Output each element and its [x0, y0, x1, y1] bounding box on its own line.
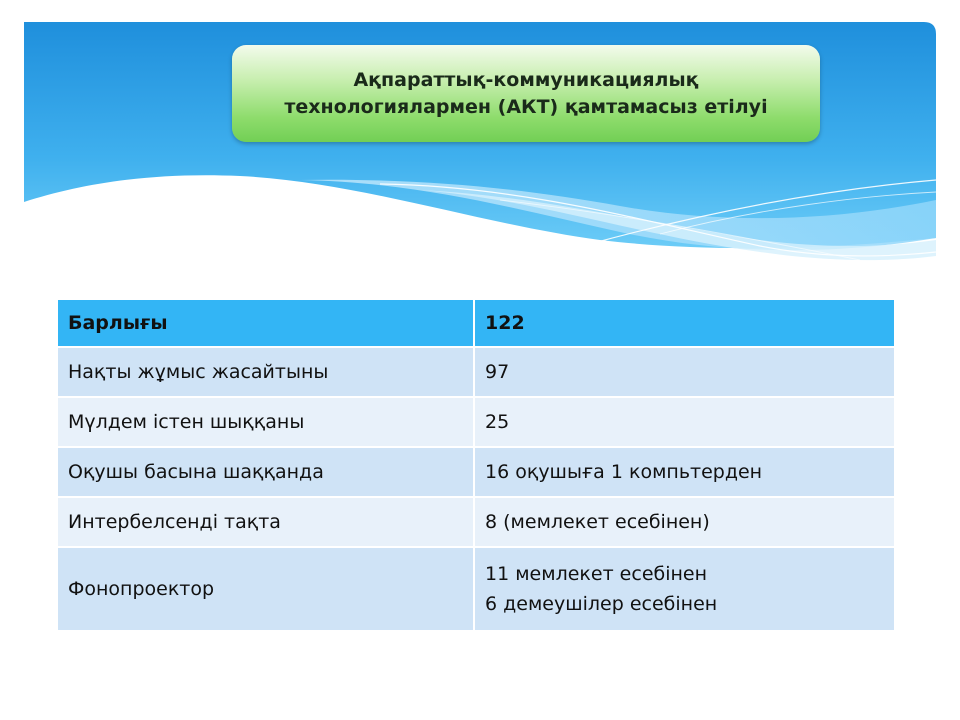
header-value-cell: 122	[474, 299, 895, 347]
row-label-cell: Фонопроектор	[57, 547, 474, 631]
slide-title: Ақпараттық-коммуникациялық технологиялармен (АКТ) қамтамасыз етілуі	[284, 68, 768, 118]
title-box	[232, 45, 820, 142]
row-label-cell: Интербелсенді тақта	[57, 497, 474, 547]
row-value-cell: 97	[474, 347, 895, 397]
row-label-cell: Нақты жұмыс жасайтыны	[57, 347, 474, 397]
row-label-cell: Мүлдем істен шыққаны	[57, 397, 474, 447]
row-value-cell: 16 оқушыға 1 компьтерден	[474, 447, 895, 497]
table-row	[57, 447, 895, 497]
table-row	[57, 547, 895, 631]
table-row	[57, 347, 895, 397]
table-row	[57, 497, 895, 547]
row-value-cell: 11 мемлекет есебінен 6 демеушілер есебінен	[474, 547, 895, 631]
row-value-cell: 8 (мемлекет есебінен)	[474, 497, 895, 547]
table-row	[57, 397, 895, 447]
row-label-cell: Оқушы басына шаққанда	[57, 447, 474, 497]
ict-stats-table	[56, 298, 896, 632]
header-label-cell: Барлығы	[57, 299, 474, 347]
row-value-cell: 25	[474, 397, 895, 447]
table-header-row	[57, 299, 895, 347]
